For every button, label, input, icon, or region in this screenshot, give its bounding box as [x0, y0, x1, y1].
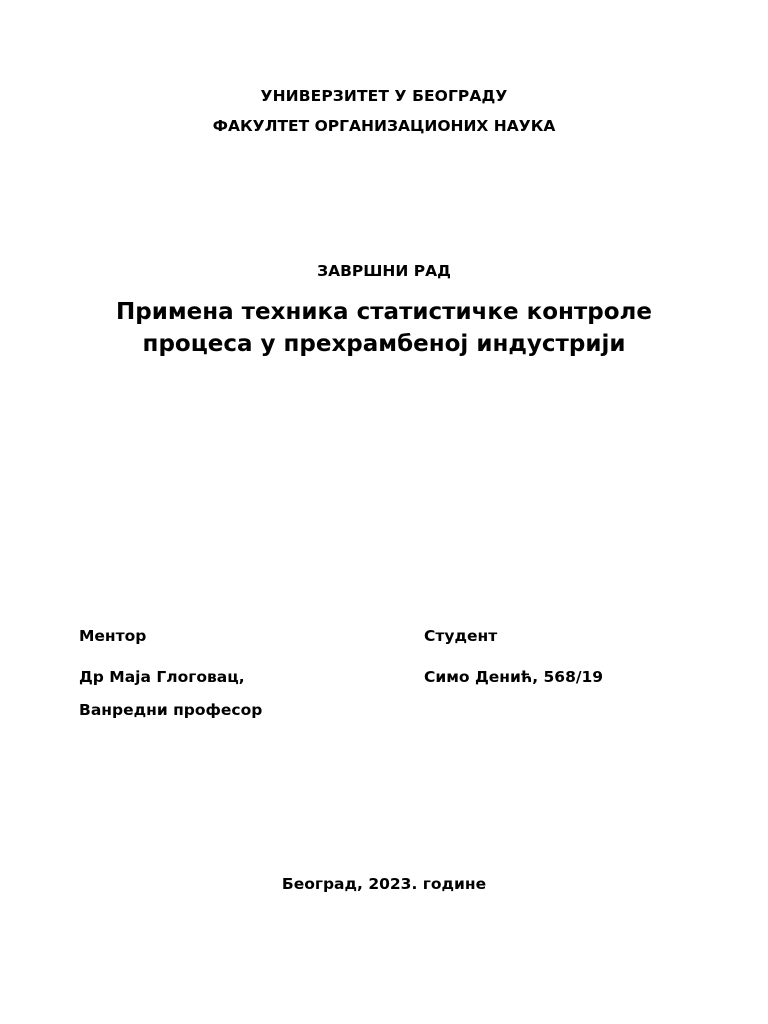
- student-name: Симо Денић, 568/19: [424, 668, 604, 686]
- student-label: Студент: [424, 627, 498, 645]
- mentor-label: Ментор: [79, 627, 147, 645]
- place-and-date: Београд, 2023. године: [281, 875, 487, 893]
- mentor-position: Ванредни професор: [79, 701, 263, 719]
- faculty-name: ФАКУЛТЕТ ОРГАНИЗАЦИОНИХ НАУКА: [212, 117, 556, 135]
- mentor-name: Др Маја Глоговац,: [79, 668, 245, 686]
- thesis-title: [0, 296, 768, 360]
- thesis-type: ЗАВРШНИ РАД: [317, 262, 451, 280]
- thesis-title-line-1: Примена техника статистичке контроле: [116, 299, 652, 325]
- thesis-title-line-2: процеса у прехрамбеној индустрији: [142, 331, 626, 357]
- university-name: УНИВЕРЗИТЕТ У БЕОГРАДУ: [260, 87, 508, 105]
